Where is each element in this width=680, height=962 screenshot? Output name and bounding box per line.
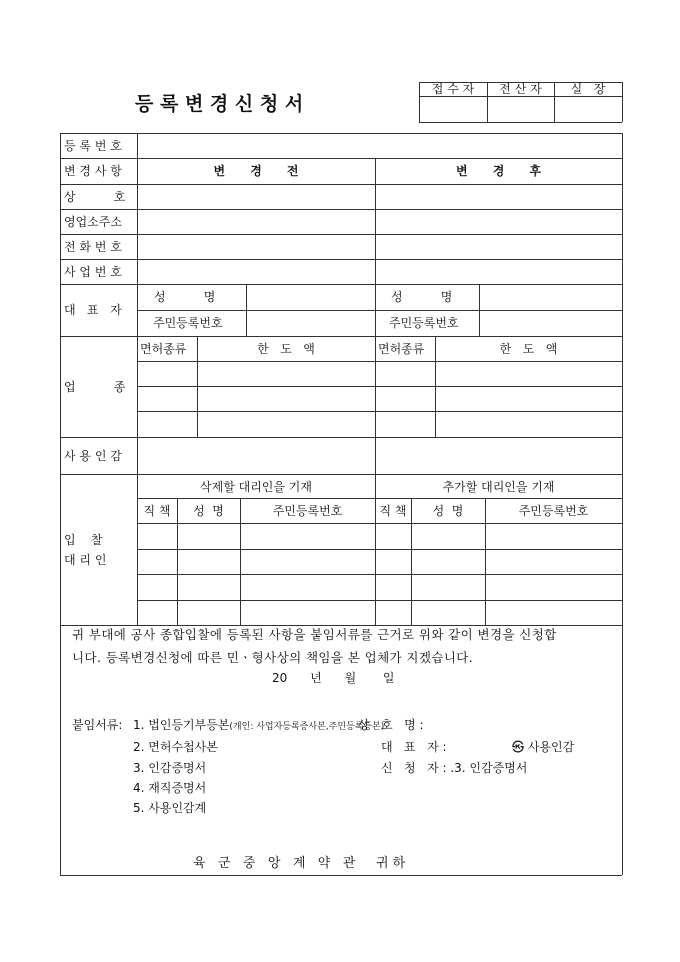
- seal-mark: ㉿ 사용인감: [512, 740, 575, 754]
- label-license-before: 면허종류: [140, 342, 187, 356]
- label-biz-no: 사 업 번 호: [64, 265, 122, 279]
- attachment-item-5: 5. 사용인감계: [133, 801, 207, 815]
- label-rep-rrn-before: 주민등록번호: [153, 316, 223, 330]
- label-agent-1: 입 찰: [64, 533, 103, 547]
- label-rep-name-before: 성 명: [154, 290, 216, 304]
- col-position-del: 직 책: [143, 504, 171, 518]
- col-name-add: 성 명: [432, 504, 464, 518]
- header-add-agent: 추가할 대리인을 기재: [442, 480, 555, 494]
- header-delete-agent: 삭제할 대리인을 기재: [200, 480, 312, 494]
- date-line: 20 년 월 일: [272, 671, 395, 685]
- approval-chief: 실 장: [570, 82, 606, 96]
- label-limit-before: 한 도 액: [257, 342, 315, 356]
- header-before: 변 경 전: [213, 164, 299, 178]
- addressee: 육 군 중 앙 계 약 관 귀 하: [193, 856, 406, 871]
- attachment-item-2: 2. 면허수첩사본: [133, 740, 218, 754]
- col-name-del: 성 명: [193, 504, 224, 518]
- statement-line-1: 귀 부대에 공사 종합입찰에 등록된 사항을 붙임서류를 근거로 위와 같이 변경을 신청합: [72, 627, 557, 642]
- applicant-trade-name: 상 호 명 :: [358, 718, 424, 732]
- label-phone: 전 화 번 호: [64, 240, 122, 254]
- statement-line-2: 니다. 등록변경신청에 따른 민ㆍ형사상의 책임을 본 업체가 지겠습니다.: [72, 650, 474, 665]
- attachments-label: 붙임서류:: [72, 718, 123, 732]
- header-after: 변 경 후: [456, 164, 541, 178]
- approval-receiver: 접 수 자: [431, 82, 475, 96]
- attachment-item-1: 1. 법인등기부등본(개인: 사업자등록증사본,주민등록등본): [133, 718, 385, 732]
- form-title: 등 록 변 경 신 청 서: [135, 93, 304, 115]
- label-trade-name: 상 호: [64, 190, 126, 204]
- label-seal: 사 용 인 감: [64, 449, 122, 463]
- label-limit-after: 한 도 액: [499, 342, 558, 356]
- label-office-address: 영업소주소: [64, 215, 122, 229]
- attachment-item-3: 3. 인감증명서: [133, 761, 207, 775]
- applicant-representative: 대 표 자 :: [381, 740, 447, 754]
- label-rep-rrn-after: 주민등록번호: [389, 316, 459, 330]
- approval-computer: 전 산 자: [499, 82, 542, 96]
- applicant-line: 신 청 자 : .3. 인감증명서: [381, 761, 528, 775]
- label-rep-name-after: 성 명: [391, 290, 453, 304]
- label-agent-2: 대 리 인: [64, 553, 107, 567]
- attachment-item-4: 4. 재직증명서: [133, 781, 207, 795]
- label-change-item: 변 경 사 항: [64, 164, 122, 178]
- col-rrn-add: 주민등록번호: [518, 504, 589, 518]
- label-reg-no: 등 록 번 호: [64, 139, 122, 153]
- label-industry: 업 종: [64, 380, 126, 394]
- label-license-after: 면허종류: [378, 342, 425, 356]
- col-position-add: 직 책: [379, 504, 407, 518]
- col-rrn-del: 주민등록번호: [272, 504, 343, 518]
- label-representative: 대 표 자: [64, 303, 122, 317]
